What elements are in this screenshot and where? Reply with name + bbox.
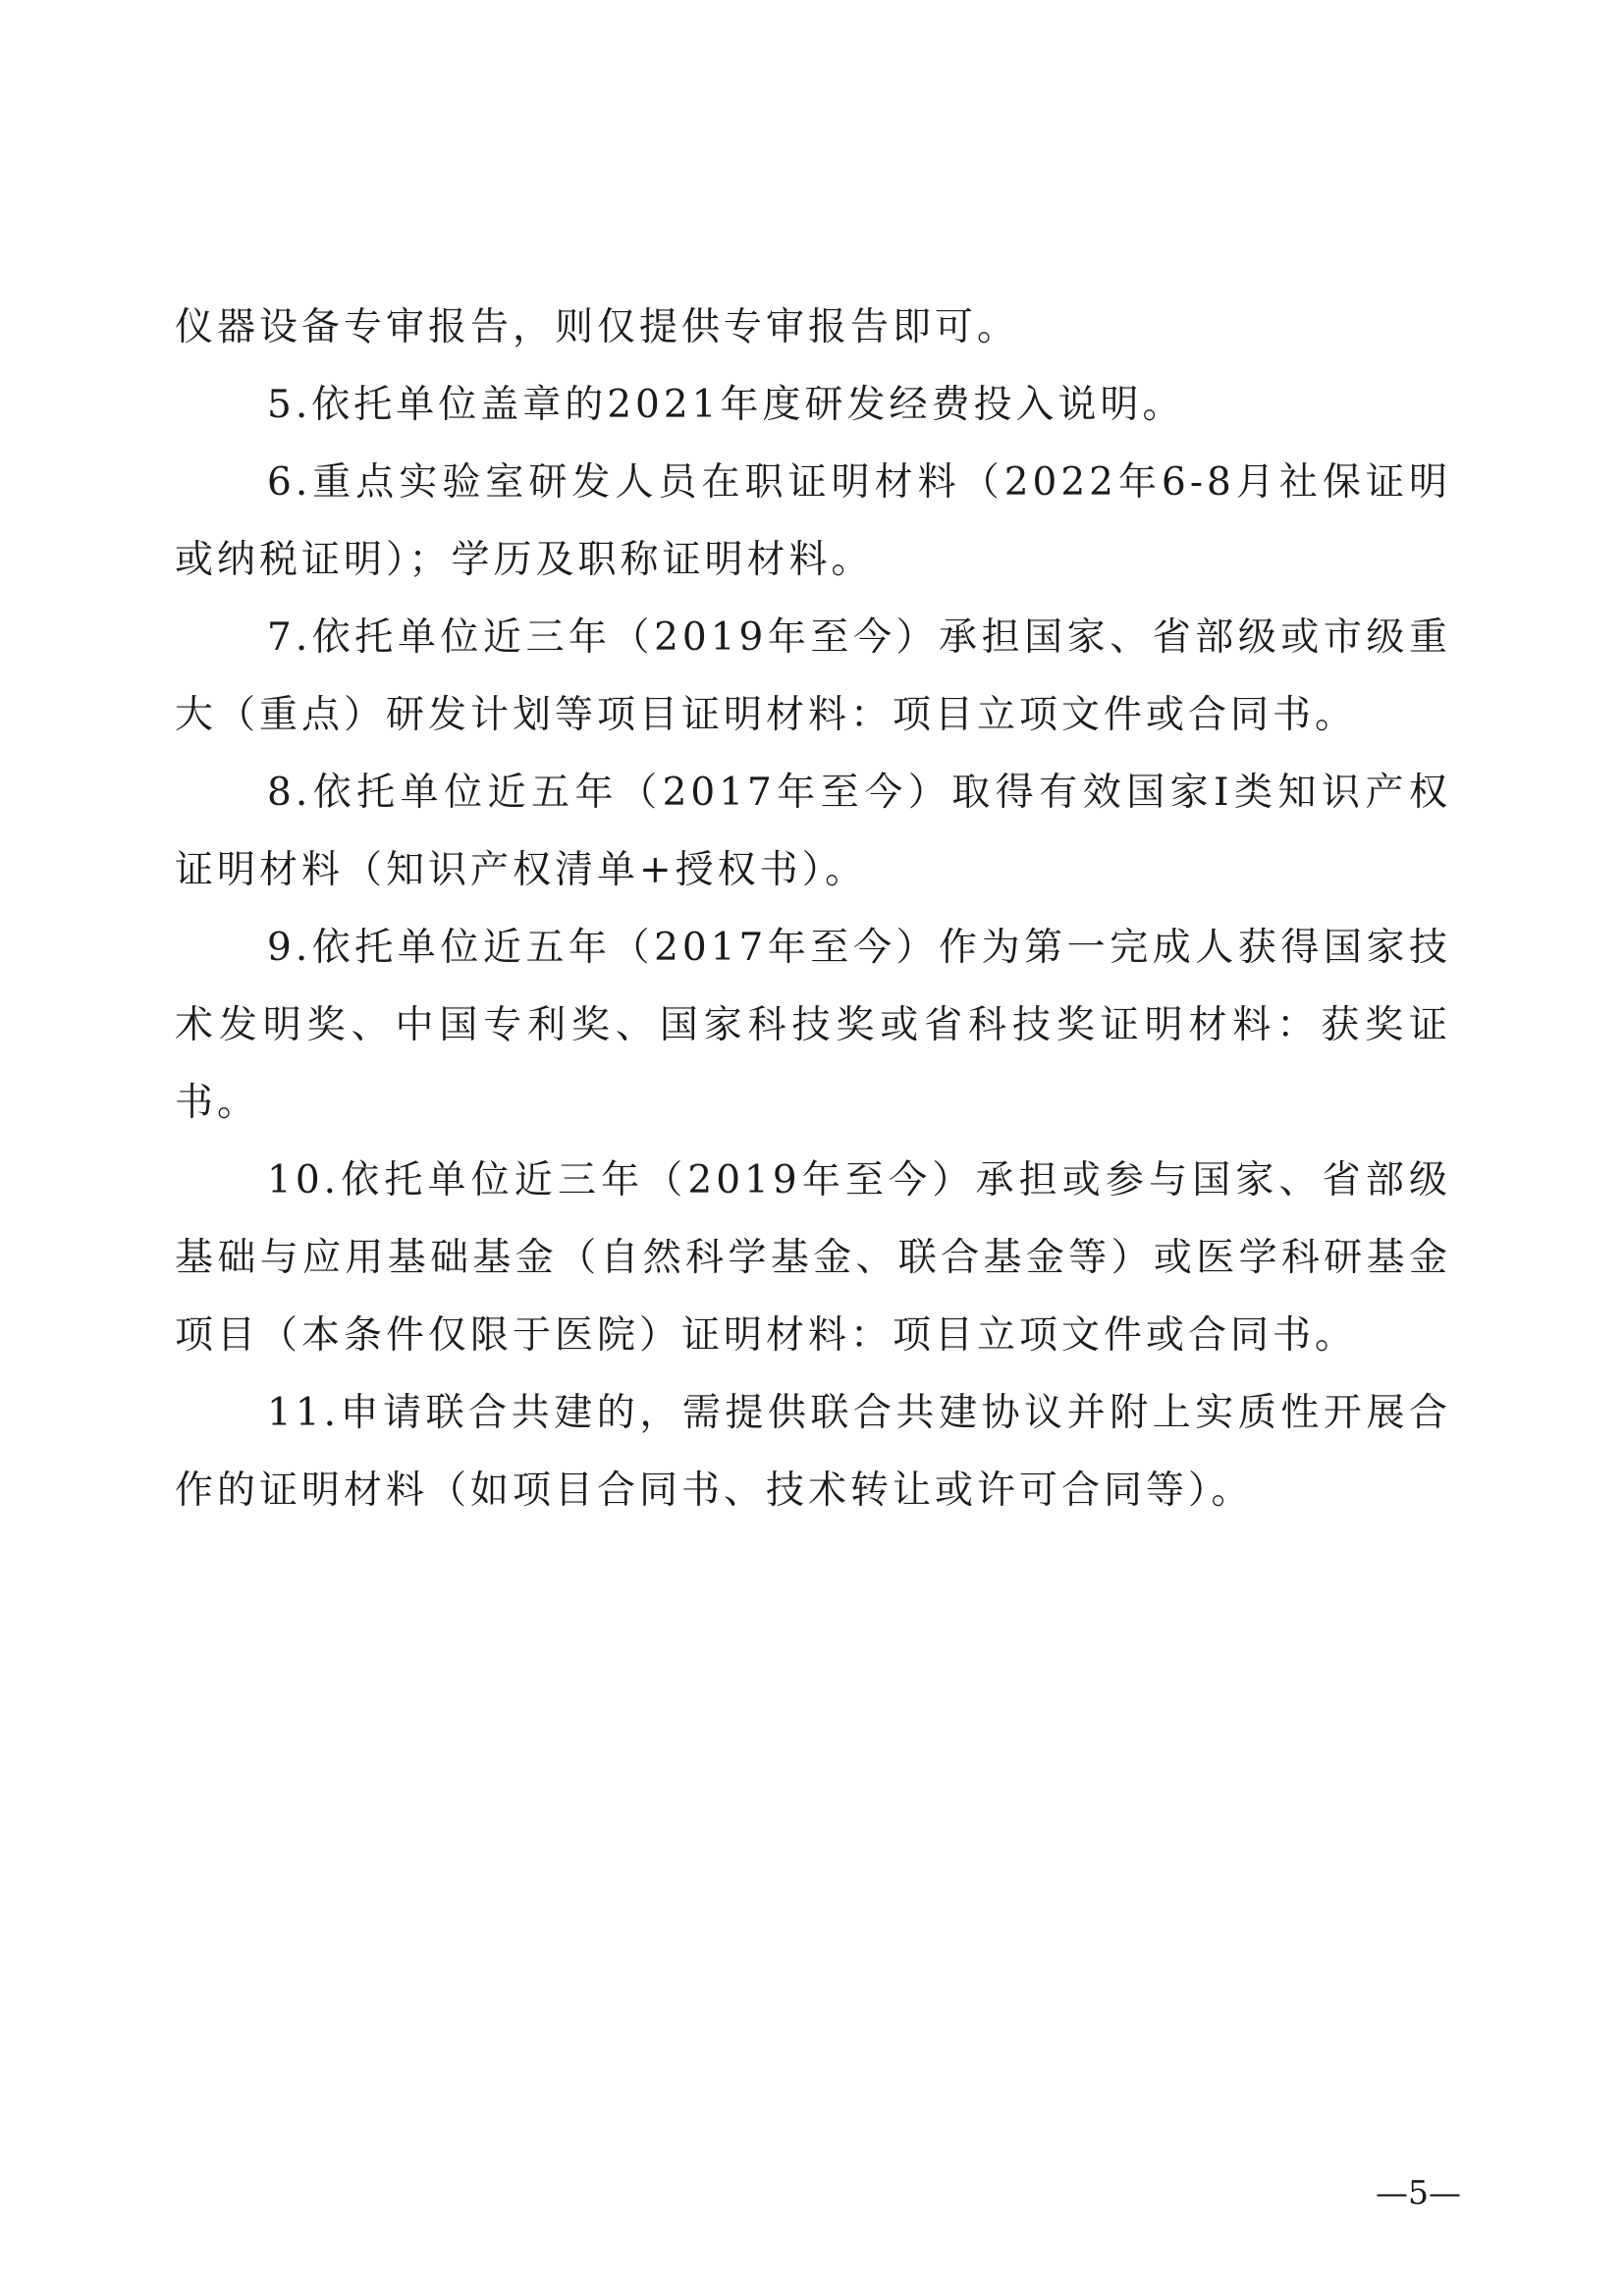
paragraph-item-9: 9.依托单位近五年（2017年至今）作为第一完成人获得国家技术发明奖、中国专利奖、国家科技奖或省科技奖证明材料：获奖证书。 [175, 926, 1451, 1125]
paragraph-item-5: 5.依托单位盖章的2021年度研发经费投入说明。 [267, 383, 1185, 427]
paragraph-item-6: 6.重点实验室研发人员在职证明材料（2022年6-8月社保证明或纳税证明）；学历及职称证明材料。 [175, 460, 1451, 582]
paragraph-continuation: 仪器设备专审报告，则仅提供专审报告即可。 [175, 305, 1020, 349]
paragraph-item-10: 10.依托单位近三年（2019年至今）承担或参与国家、省部级基础与应用基础基金（自然科学基金、联合基金等）或医学科研基金项目（本条件仅限于医院）证明材料：项目立项文件或合同书。 [175, 1158, 1451, 1358]
page-number: —5— [1376, 2173, 1461, 2212]
paragraph-item-11: 11.申请联合共建的，需提供联合共建协议并附上实质性开展合作的证明材料（如项目合同书、技术转让或许可合同等）。 [175, 1391, 1451, 1513]
document-body [175, 289, 1451, 1529]
paragraph-item-7: 7.依托单位近三年（2019年至今）承担国家、省部级或市级重大（重点）研发计划等项目证明材料：项目立项文件或合同书。 [175, 615, 1451, 737]
paragraph-item-8: 8.依托单位近五年（2017年至今）取得有效国家Ⅰ类知识产权证明材料（知识产权清单+授权书）。 [175, 771, 1451, 892]
